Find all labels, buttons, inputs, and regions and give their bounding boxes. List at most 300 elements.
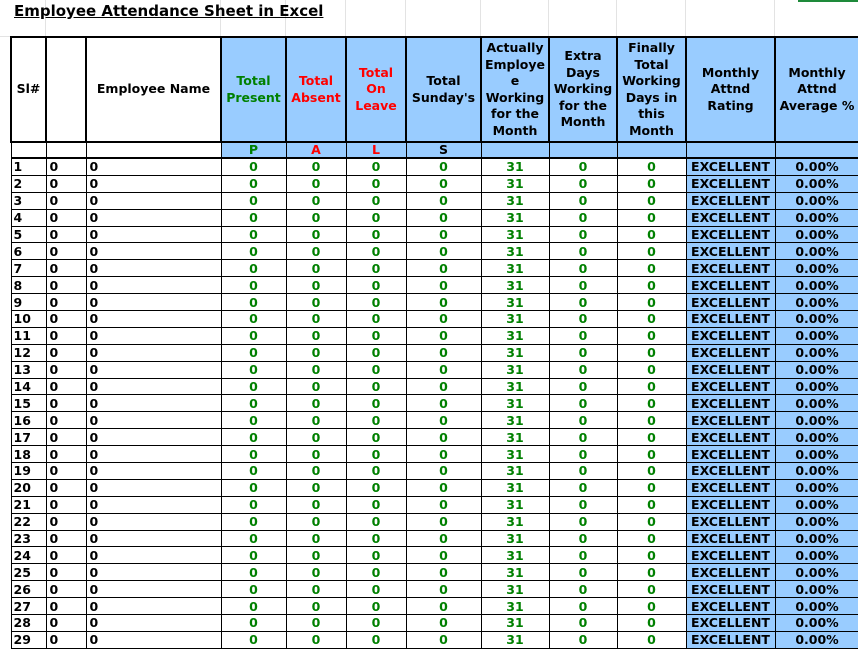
attnd-rating-cell[interactable]: EXCELLENT (686, 361, 775, 378)
attnd-average-cell[interactable]: 0.00% (775, 395, 858, 412)
header-final-working-days[interactable]: Finally Total Working Days in this Month (617, 37, 686, 142)
total-absent-cell[interactable]: 0 (286, 513, 346, 530)
total-sunday-cell[interactable]: 0 (406, 344, 481, 361)
final-working-days-cell[interactable]: 0 (617, 463, 686, 480)
total-sunday-cell[interactable]: 0 (406, 327, 481, 344)
total-leave-cell[interactable]: 0 (346, 564, 406, 581)
employee-name-cell[interactable]: 0 (86, 175, 221, 192)
attnd-rating-cell[interactable]: EXCELLENT (686, 395, 775, 412)
total-sunday-cell[interactable]: 0 (406, 378, 481, 395)
total-present-cell[interactable]: 0 (221, 479, 286, 496)
sl-cell[interactable]: 26 (11, 581, 46, 598)
total-leave-cell[interactable]: 0 (346, 175, 406, 192)
total-leave-cell[interactable]: 0 (346, 192, 406, 209)
attnd-rating-cell[interactable]: EXCELLENT (686, 496, 775, 513)
sheet-title[interactable]: Employee Attendance Sheet in Excel (14, 2, 324, 20)
code-cell[interactable]: 0 (46, 615, 86, 632)
total-leave-cell[interactable]: 0 (346, 361, 406, 378)
total-leave-cell[interactable]: 0 (346, 631, 406, 648)
attnd-rating-cell[interactable]: EXCELLENT (686, 631, 775, 648)
actual-working-cell[interactable]: 31 (481, 513, 549, 530)
attnd-average-cell[interactable]: 0.00% (775, 547, 858, 564)
employee-name-cell[interactable]: 0 (86, 412, 221, 429)
code-cell[interactable]: 0 (46, 192, 86, 209)
sl-cell[interactable]: 6 (11, 243, 46, 260)
total-absent-cell[interactable]: 0 (286, 530, 346, 547)
sl-cell[interactable]: 23 (11, 530, 46, 547)
attnd-average-cell[interactable]: 0.00% (775, 378, 858, 395)
attnd-rating-cell[interactable]: EXCELLENT (686, 378, 775, 395)
employee-name-cell[interactable]: 0 (86, 294, 221, 311)
attnd-average-cell[interactable]: 0.00% (775, 631, 858, 648)
final-working-days-cell[interactable]: 0 (617, 327, 686, 344)
attnd-average-cell[interactable]: 0.00% (775, 463, 858, 480)
total-sunday-cell[interactable]: 0 (406, 192, 481, 209)
employee-name-cell[interactable]: 0 (86, 158, 221, 175)
extra-days-cell[interactable]: 0 (549, 226, 617, 243)
total-sunday-cell[interactable]: 0 (406, 226, 481, 243)
total-absent-cell[interactable]: 0 (286, 479, 346, 496)
actual-working-cell[interactable]: 31 (481, 429, 549, 446)
total-leave-cell[interactable]: 0 (346, 226, 406, 243)
attnd-average-cell[interactable]: 0.00% (775, 311, 858, 328)
total-present-cell[interactable]: 0 (221, 496, 286, 513)
total-leave-cell[interactable]: 0 (346, 277, 406, 294)
employee-name-cell[interactable]: 0 (86, 513, 221, 530)
total-sunday-cell[interactable]: 0 (406, 615, 481, 632)
employee-name-cell[interactable]: 0 (86, 311, 221, 328)
code-cell[interactable]: 0 (46, 513, 86, 530)
header-total-sundays[interactable]: Total Sunday's (406, 37, 481, 142)
actual-working-cell[interactable]: 31 (481, 564, 549, 581)
total-absent-cell[interactable]: 0 (286, 564, 346, 581)
extra-days-cell[interactable]: 0 (549, 243, 617, 260)
code-cell[interactable]: 0 (46, 361, 86, 378)
sl-cell[interactable]: 12 (11, 344, 46, 361)
final-working-days-cell[interactable]: 0 (617, 361, 686, 378)
letter-cell[interactable] (686, 142, 775, 158)
sl-cell[interactable]: 15 (11, 395, 46, 412)
attnd-rating-cell[interactable]: EXCELLENT (686, 429, 775, 446)
code-cell[interactable]: 0 (46, 395, 86, 412)
header-extra-days[interactable]: Extra Days Working for the Month (549, 37, 617, 142)
code-cell[interactable]: 0 (46, 496, 86, 513)
sl-cell[interactable]: 25 (11, 564, 46, 581)
total-sunday-cell[interactable]: 0 (406, 361, 481, 378)
extra-days-cell[interactable]: 0 (549, 294, 617, 311)
attnd-rating-cell[interactable]: EXCELLENT (686, 615, 775, 632)
total-sunday-cell[interactable]: 0 (406, 446, 481, 463)
total-absent-cell[interactable]: 0 (286, 378, 346, 395)
actual-working-cell[interactable]: 31 (481, 378, 549, 395)
final-working-days-cell[interactable]: 0 (617, 513, 686, 530)
extra-days-cell[interactable]: 0 (549, 361, 617, 378)
employee-name-cell[interactable]: 0 (86, 547, 221, 564)
actual-working-cell[interactable]: 31 (481, 327, 549, 344)
total-sunday-cell[interactable]: 0 (406, 631, 481, 648)
actual-working-cell[interactable]: 31 (481, 260, 549, 277)
final-working-days-cell[interactable]: 0 (617, 226, 686, 243)
actual-working-cell[interactable]: 31 (481, 243, 549, 260)
total-present-cell[interactable]: 0 (221, 260, 286, 277)
extra-days-cell[interactable]: 0 (549, 327, 617, 344)
total-leave-cell[interactable]: 0 (346, 378, 406, 395)
employee-name-cell[interactable]: 0 (86, 631, 221, 648)
actual-working-cell[interactable]: 31 (481, 547, 549, 564)
extra-days-cell[interactable]: 0 (549, 412, 617, 429)
total-absent-cell[interactable]: 0 (286, 294, 346, 311)
total-present-cell[interactable]: 0 (221, 226, 286, 243)
total-present-cell[interactable]: 0 (221, 395, 286, 412)
employee-name-cell[interactable]: 0 (86, 361, 221, 378)
total-absent-cell[interactable]: 0 (286, 547, 346, 564)
total-present-cell[interactable]: 0 (221, 243, 286, 260)
attnd-average-cell[interactable]: 0.00% (775, 564, 858, 581)
total-absent-cell[interactable]: 0 (286, 496, 346, 513)
employee-name-cell[interactable]: 0 (86, 395, 221, 412)
total-present-cell[interactable]: 0 (221, 631, 286, 648)
letter-cell[interactable] (86, 142, 221, 158)
attnd-average-cell[interactable]: 0.00% (775, 260, 858, 277)
total-leave-cell[interactable]: 0 (346, 260, 406, 277)
attnd-rating-cell[interactable]: EXCELLENT (686, 344, 775, 361)
actual-working-cell[interactable]: 31 (481, 446, 549, 463)
employee-name-cell[interactable]: 0 (86, 378, 221, 395)
actual-working-cell[interactable]: 31 (481, 277, 549, 294)
total-present-cell[interactable]: 0 (221, 547, 286, 564)
final-working-days-cell[interactable]: 0 (617, 344, 686, 361)
total-sunday-cell[interactable]: 0 (406, 260, 481, 277)
employee-name-cell[interactable]: 0 (86, 581, 221, 598)
total-present-cell[interactable]: 0 (221, 378, 286, 395)
total-absent-cell[interactable]: 0 (286, 395, 346, 412)
total-leave-cell[interactable]: 0 (346, 158, 406, 175)
letter-cell[interactable] (775, 142, 858, 158)
header-sl[interactable]: Sl# (11, 37, 46, 142)
header-employee-name[interactable]: Employee Name (86, 37, 221, 142)
employee-name-cell[interactable]: 0 (86, 496, 221, 513)
extra-days-cell[interactable]: 0 (549, 496, 617, 513)
header-code[interactable] (46, 37, 86, 142)
total-absent-cell[interactable]: 0 (286, 631, 346, 648)
header-actual-working[interactable]: Actually Employe e Working for the Month (481, 37, 549, 142)
code-cell[interactable]: 0 (46, 463, 86, 480)
total-leave-cell[interactable]: 0 (346, 395, 406, 412)
actual-working-cell[interactable]: 31 (481, 158, 549, 175)
total-absent-cell[interactable]: 0 (286, 463, 346, 480)
attnd-average-cell[interactable]: 0.00% (775, 429, 858, 446)
total-leave-cell[interactable]: 0 (346, 530, 406, 547)
header-total-present[interactable]: Total Present (221, 37, 286, 142)
letter-cell[interactable] (46, 142, 86, 158)
attnd-average-cell[interactable]: 0.00% (775, 581, 858, 598)
employee-name-cell[interactable]: 0 (86, 209, 221, 226)
final-working-days-cell[interactable]: 0 (617, 378, 686, 395)
attnd-rating-cell[interactable]: EXCELLENT (686, 463, 775, 480)
final-working-days-cell[interactable]: 0 (617, 175, 686, 192)
total-present-cell[interactable]: 0 (221, 277, 286, 294)
code-cell[interactable]: 0 (46, 327, 86, 344)
attnd-rating-cell[interactable]: EXCELLENT (686, 446, 775, 463)
attnd-average-cell[interactable]: 0.00% (775, 615, 858, 632)
attnd-rating-cell[interactable]: EXCELLENT (686, 294, 775, 311)
actual-working-cell[interactable]: 31 (481, 631, 549, 648)
sl-cell[interactable]: 20 (11, 479, 46, 496)
code-cell[interactable]: 0 (46, 598, 86, 615)
total-absent-cell[interactable]: 0 (286, 158, 346, 175)
attnd-average-cell[interactable]: 0.00% (775, 175, 858, 192)
total-leave-cell[interactable]: 0 (346, 615, 406, 632)
attnd-rating-cell[interactable]: EXCELLENT (686, 513, 775, 530)
actual-working-cell[interactable]: 31 (481, 615, 549, 632)
header-attnd-rating[interactable]: Monthly Attnd Rating (686, 37, 775, 142)
total-absent-cell[interactable]: 0 (286, 192, 346, 209)
code-cell[interactable]: 0 (46, 226, 86, 243)
total-leave-cell[interactable]: 0 (346, 311, 406, 328)
total-leave-cell[interactable]: 0 (346, 429, 406, 446)
total-absent-cell[interactable]: 0 (286, 615, 346, 632)
final-working-days-cell[interactable]: 0 (617, 429, 686, 446)
sl-cell[interactable]: 2 (11, 175, 46, 192)
attnd-average-cell[interactable]: 0.00% (775, 598, 858, 615)
extra-days-cell[interactable]: 0 (549, 598, 617, 615)
total-absent-cell[interactable]: 0 (286, 581, 346, 598)
attnd-average-cell[interactable]: 0.00% (775, 446, 858, 463)
code-cell[interactable]: 0 (46, 446, 86, 463)
actual-working-cell[interactable]: 31 (481, 294, 549, 311)
total-present-cell[interactable]: 0 (221, 615, 286, 632)
total-present-cell[interactable]: 0 (221, 463, 286, 480)
total-absent-cell[interactable]: 0 (286, 311, 346, 328)
final-working-days-cell[interactable]: 0 (617, 209, 686, 226)
extra-days-cell[interactable]: 0 (549, 209, 617, 226)
total-sunday-cell[interactable]: 0 (406, 463, 481, 480)
total-present-cell[interactable]: 0 (221, 158, 286, 175)
attnd-rating-cell[interactable]: EXCELLENT (686, 598, 775, 615)
attnd-rating-cell[interactable]: EXCELLENT (686, 327, 775, 344)
extra-days-cell[interactable]: 0 (549, 631, 617, 648)
employee-name-cell[interactable]: 0 (86, 344, 221, 361)
total-sunday-cell[interactable]: 0 (406, 496, 481, 513)
final-working-days-cell[interactable]: 0 (617, 547, 686, 564)
sl-cell[interactable]: 11 (11, 327, 46, 344)
extra-days-cell[interactable]: 0 (549, 564, 617, 581)
extra-days-cell[interactable]: 0 (549, 615, 617, 632)
letter-cell[interactable] (549, 142, 617, 158)
employee-name-cell[interactable]: 0 (86, 277, 221, 294)
total-sunday-cell[interactable]: 0 (406, 311, 481, 328)
attnd-rating-cell[interactable]: EXCELLENT (686, 192, 775, 209)
attnd-average-cell[interactable]: 0.00% (775, 209, 858, 226)
code-cell[interactable]: 0 (46, 175, 86, 192)
total-absent-cell[interactable]: 0 (286, 175, 346, 192)
total-present-cell[interactable]: 0 (221, 311, 286, 328)
employee-name-cell[interactable]: 0 (86, 615, 221, 632)
attnd-rating-cell[interactable]: EXCELLENT (686, 530, 775, 547)
actual-working-cell[interactable]: 31 (481, 192, 549, 209)
final-working-days-cell[interactable]: 0 (617, 615, 686, 632)
sl-cell[interactable]: 28 (11, 615, 46, 632)
final-working-days-cell[interactable]: 0 (617, 479, 686, 496)
total-present-cell[interactable]: 0 (221, 581, 286, 598)
attnd-average-cell[interactable]: 0.00% (775, 344, 858, 361)
attnd-average-cell[interactable]: 0.00% (775, 327, 858, 344)
sl-cell[interactable]: 9 (11, 294, 46, 311)
extra-days-cell[interactable]: 0 (549, 277, 617, 294)
letter-present[interactable]: P (221, 142, 286, 158)
total-leave-cell[interactable]: 0 (346, 209, 406, 226)
code-cell[interactable]: 0 (46, 260, 86, 277)
code-cell[interactable]: 0 (46, 311, 86, 328)
letter-cell[interactable] (617, 142, 686, 158)
total-sunday-cell[interactable]: 0 (406, 530, 481, 547)
attnd-average-cell[interactable]: 0.00% (775, 496, 858, 513)
final-working-days-cell[interactable]: 0 (617, 564, 686, 581)
total-absent-cell[interactable]: 0 (286, 277, 346, 294)
extra-days-cell[interactable]: 0 (549, 429, 617, 446)
actual-working-cell[interactable]: 31 (481, 361, 549, 378)
total-leave-cell[interactable]: 0 (346, 513, 406, 530)
total-absent-cell[interactable]: 0 (286, 226, 346, 243)
sl-cell[interactable]: 8 (11, 277, 46, 294)
actual-working-cell[interactable]: 31 (481, 530, 549, 547)
employee-name-cell[interactable]: 0 (86, 192, 221, 209)
total-leave-cell[interactable]: 0 (346, 344, 406, 361)
total-absent-cell[interactable]: 0 (286, 412, 346, 429)
header-total-absent[interactable]: Total Absent (286, 37, 346, 142)
code-cell[interactable]: 0 (46, 429, 86, 446)
code-cell[interactable]: 0 (46, 158, 86, 175)
actual-working-cell[interactable]: 31 (481, 479, 549, 496)
total-present-cell[interactable]: 0 (221, 294, 286, 311)
letter-cell[interactable] (481, 142, 549, 158)
letter-cell[interactable] (11, 142, 46, 158)
total-present-cell[interactable]: 0 (221, 209, 286, 226)
total-leave-cell[interactable]: 0 (346, 294, 406, 311)
code-cell[interactable]: 0 (46, 243, 86, 260)
total-present-cell[interactable]: 0 (221, 530, 286, 547)
sl-cell[interactable]: 13 (11, 361, 46, 378)
employee-name-cell[interactable]: 0 (86, 479, 221, 496)
employee-name-cell[interactable]: 0 (86, 530, 221, 547)
total-absent-cell[interactable]: 0 (286, 260, 346, 277)
attnd-average-cell[interactable]: 0.00% (775, 513, 858, 530)
total-present-cell[interactable]: 0 (221, 412, 286, 429)
letter-sunday[interactable]: S (406, 142, 481, 158)
sl-cell[interactable]: 16 (11, 412, 46, 429)
sl-cell[interactable]: 7 (11, 260, 46, 277)
employee-name-cell[interactable]: 0 (86, 463, 221, 480)
total-leave-cell[interactable]: 0 (346, 243, 406, 260)
total-present-cell[interactable]: 0 (221, 564, 286, 581)
total-absent-cell[interactable]: 0 (286, 598, 346, 615)
final-working-days-cell[interactable]: 0 (617, 158, 686, 175)
total-absent-cell[interactable]: 0 (286, 344, 346, 361)
total-absent-cell[interactable]: 0 (286, 361, 346, 378)
letter-absent[interactable]: A (286, 142, 346, 158)
attnd-average-cell[interactable]: 0.00% (775, 294, 858, 311)
final-working-days-cell[interactable]: 0 (617, 294, 686, 311)
final-working-days-cell[interactable]: 0 (617, 260, 686, 277)
total-present-cell[interactable]: 0 (221, 513, 286, 530)
attnd-rating-cell[interactable]: EXCELLENT (686, 175, 775, 192)
extra-days-cell[interactable]: 0 (549, 547, 617, 564)
final-working-days-cell[interactable]: 0 (617, 446, 686, 463)
total-sunday-cell[interactable]: 0 (406, 277, 481, 294)
actual-working-cell[interactable]: 31 (481, 598, 549, 615)
extra-days-cell[interactable]: 0 (549, 513, 617, 530)
employee-name-cell[interactable]: 0 (86, 598, 221, 615)
final-working-days-cell[interactable]: 0 (617, 598, 686, 615)
code-cell[interactable]: 0 (46, 631, 86, 648)
total-sunday-cell[interactable]: 0 (406, 412, 481, 429)
total-absent-cell[interactable]: 0 (286, 446, 346, 463)
total-sunday-cell[interactable]: 0 (406, 479, 481, 496)
actual-working-cell[interactable]: 31 (481, 581, 549, 598)
total-leave-cell[interactable]: 0 (346, 327, 406, 344)
sl-cell[interactable]: 19 (11, 463, 46, 480)
attnd-rating-cell[interactable]: EXCELLENT (686, 581, 775, 598)
sl-cell[interactable]: 29 (11, 631, 46, 648)
final-working-days-cell[interactable]: 0 (617, 243, 686, 260)
employee-name-cell[interactable]: 0 (86, 327, 221, 344)
attnd-rating-cell[interactable]: EXCELLENT (686, 479, 775, 496)
extra-days-cell[interactable]: 0 (549, 378, 617, 395)
header-total-on-leave[interactable]: Total On Leave (346, 37, 406, 142)
sl-cell[interactable]: 5 (11, 226, 46, 243)
actual-working-cell[interactable]: 31 (481, 463, 549, 480)
total-sunday-cell[interactable]: 0 (406, 243, 481, 260)
total-leave-cell[interactable]: 0 (346, 581, 406, 598)
employee-name-cell[interactable]: 0 (86, 226, 221, 243)
final-working-days-cell[interactable]: 0 (617, 412, 686, 429)
attnd-average-cell[interactable]: 0.00% (775, 192, 858, 209)
final-working-days-cell[interactable]: 0 (617, 581, 686, 598)
attnd-rating-cell[interactable]: EXCELLENT (686, 209, 775, 226)
actual-working-cell[interactable]: 31 (481, 226, 549, 243)
extra-days-cell[interactable]: 0 (549, 192, 617, 209)
attnd-rating-cell[interactable]: EXCELLENT (686, 311, 775, 328)
code-cell[interactable]: 0 (46, 530, 86, 547)
code-cell[interactable]: 0 (46, 547, 86, 564)
sl-cell[interactable]: 21 (11, 496, 46, 513)
total-leave-cell[interactable]: 0 (346, 463, 406, 480)
total-sunday-cell[interactable]: 0 (406, 395, 481, 412)
total-sunday-cell[interactable]: 0 (406, 429, 481, 446)
final-working-days-cell[interactable]: 0 (617, 631, 686, 648)
sl-cell[interactable]: 22 (11, 513, 46, 530)
code-cell[interactable]: 0 (46, 378, 86, 395)
extra-days-cell[interactable]: 0 (549, 446, 617, 463)
employee-name-cell[interactable]: 0 (86, 429, 221, 446)
extra-days-cell[interactable]: 0 (549, 479, 617, 496)
code-cell[interactable]: 0 (46, 412, 86, 429)
total-present-cell[interactable]: 0 (221, 598, 286, 615)
extra-days-cell[interactable]: 0 (549, 344, 617, 361)
total-sunday-cell[interactable]: 0 (406, 581, 481, 598)
total-sunday-cell[interactable]: 0 (406, 598, 481, 615)
total-present-cell[interactable]: 0 (221, 344, 286, 361)
total-sunday-cell[interactable]: 0 (406, 209, 481, 226)
extra-days-cell[interactable]: 0 (549, 395, 617, 412)
attnd-rating-cell[interactable]: EXCELLENT (686, 547, 775, 564)
total-absent-cell[interactable]: 0 (286, 243, 346, 260)
sl-cell[interactable]: 27 (11, 598, 46, 615)
employee-name-cell[interactable]: 0 (86, 446, 221, 463)
total-leave-cell[interactable]: 0 (346, 479, 406, 496)
sl-cell[interactable]: 1 (11, 158, 46, 175)
total-present-cell[interactable]: 0 (221, 429, 286, 446)
